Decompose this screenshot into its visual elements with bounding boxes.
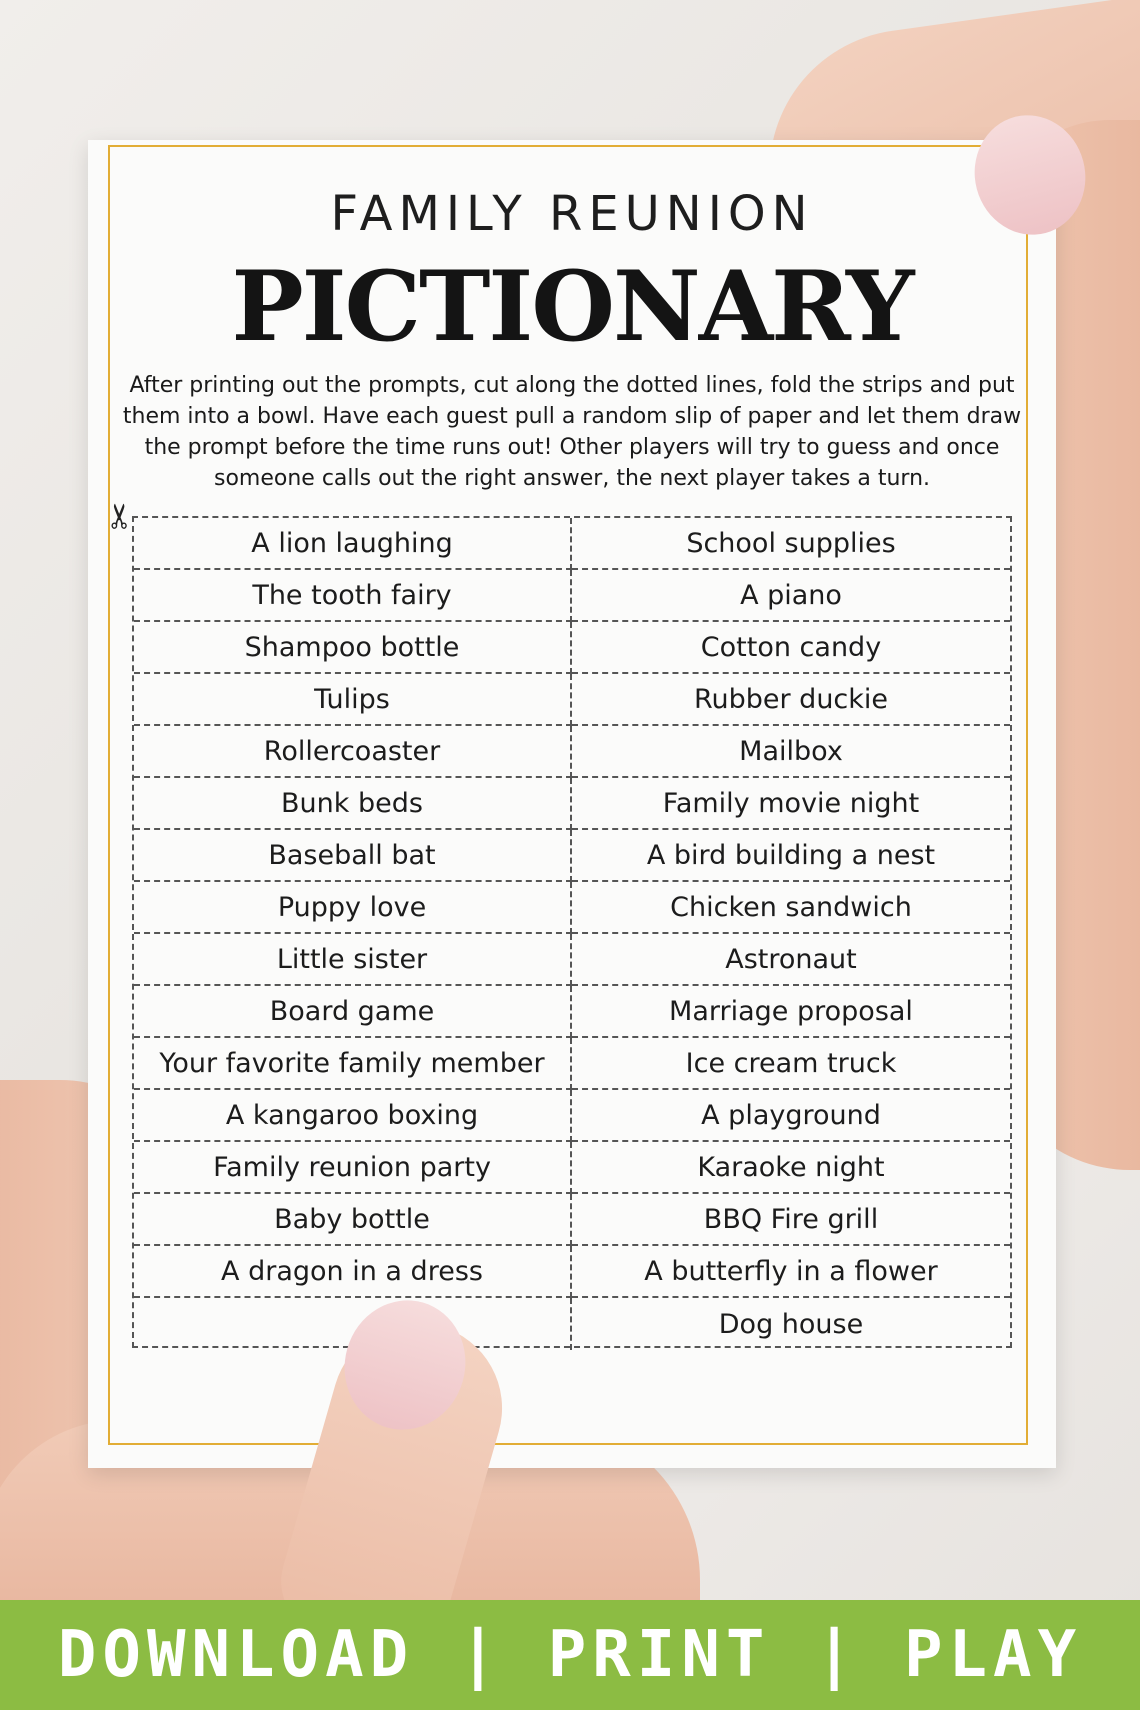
prompt-cell: School supplies bbox=[572, 518, 1010, 570]
prompt-cell: A kangaroo boxing bbox=[134, 1090, 572, 1142]
printable-card bbox=[88, 140, 1056, 1468]
prompt-cell: Chicken sandwich bbox=[572, 882, 1010, 934]
scissors-icon: ✂ bbox=[100, 501, 141, 531]
prompt-cell: A butterfly in a flower bbox=[572, 1246, 1010, 1298]
prompt-cell: A lion laughing bbox=[134, 518, 572, 570]
prompt-cell: Baseball bat bbox=[134, 830, 572, 882]
prompt-cell: A bird building a nest bbox=[572, 830, 1010, 882]
prompt-cell: Rollercoaster bbox=[134, 726, 572, 778]
prompt-grid bbox=[132, 516, 1012, 1348]
prompt-cell: The tooth fairy bbox=[134, 570, 572, 622]
prompt-cell: Cotton candy bbox=[572, 622, 1010, 674]
prompt-cell: Mailbox bbox=[572, 726, 1010, 778]
prompt-cell: Rubber duckie bbox=[572, 674, 1010, 726]
prompt-cell: Family movie night bbox=[572, 778, 1010, 830]
prompt-cell: Family reunion party bbox=[134, 1142, 572, 1194]
prompt-cell: A piano bbox=[572, 570, 1010, 622]
instructions-text: After printing out the prompts, cut along the dotted lines, fold the strips and put them into a bowl. Have each guest pull a random slip of paper and let them draw the prompt before the time runs out! Other players will try to guess and once someone calls out the right answer, the next player takes a turn. bbox=[122, 373, 1022, 491]
prompt-cell: Ice cream truck bbox=[572, 1038, 1010, 1090]
prompt-cell: Your favorite family member bbox=[134, 1038, 572, 1090]
prompt-cell: Marriage proposal bbox=[572, 986, 1010, 1038]
prompt-cell: Baby bottle bbox=[134, 1194, 572, 1246]
prompt-cell: A playground bbox=[572, 1090, 1010, 1142]
card-subtitle: FAMILY REUNION bbox=[330, 186, 814, 242]
prompt-cell: Tulips bbox=[134, 674, 572, 726]
prompt-cell: Karaoke night bbox=[572, 1142, 1010, 1194]
prompt-cell: Bunk beds bbox=[134, 778, 572, 830]
prompt-cell: Puppy love bbox=[134, 882, 572, 934]
download-banner bbox=[0, 1600, 1140, 1710]
prompt-cell: Shampoo bottle bbox=[134, 622, 572, 674]
prompt-cell: Dog house bbox=[718, 1308, 864, 1340]
prompt-cell: BBQ Fire grill bbox=[572, 1194, 1010, 1246]
prompt-cell: A dragon in a dress bbox=[134, 1246, 572, 1298]
card-title: PICTIONARY bbox=[231, 250, 913, 363]
prompt-cell: Little sister bbox=[134, 934, 572, 986]
banner-text: DOWNLOAD | PRINT | PLAY bbox=[57, 1618, 1083, 1692]
prompt-cell: Board game bbox=[134, 986, 572, 1038]
prompt-cell: Astronaut bbox=[572, 934, 1010, 986]
